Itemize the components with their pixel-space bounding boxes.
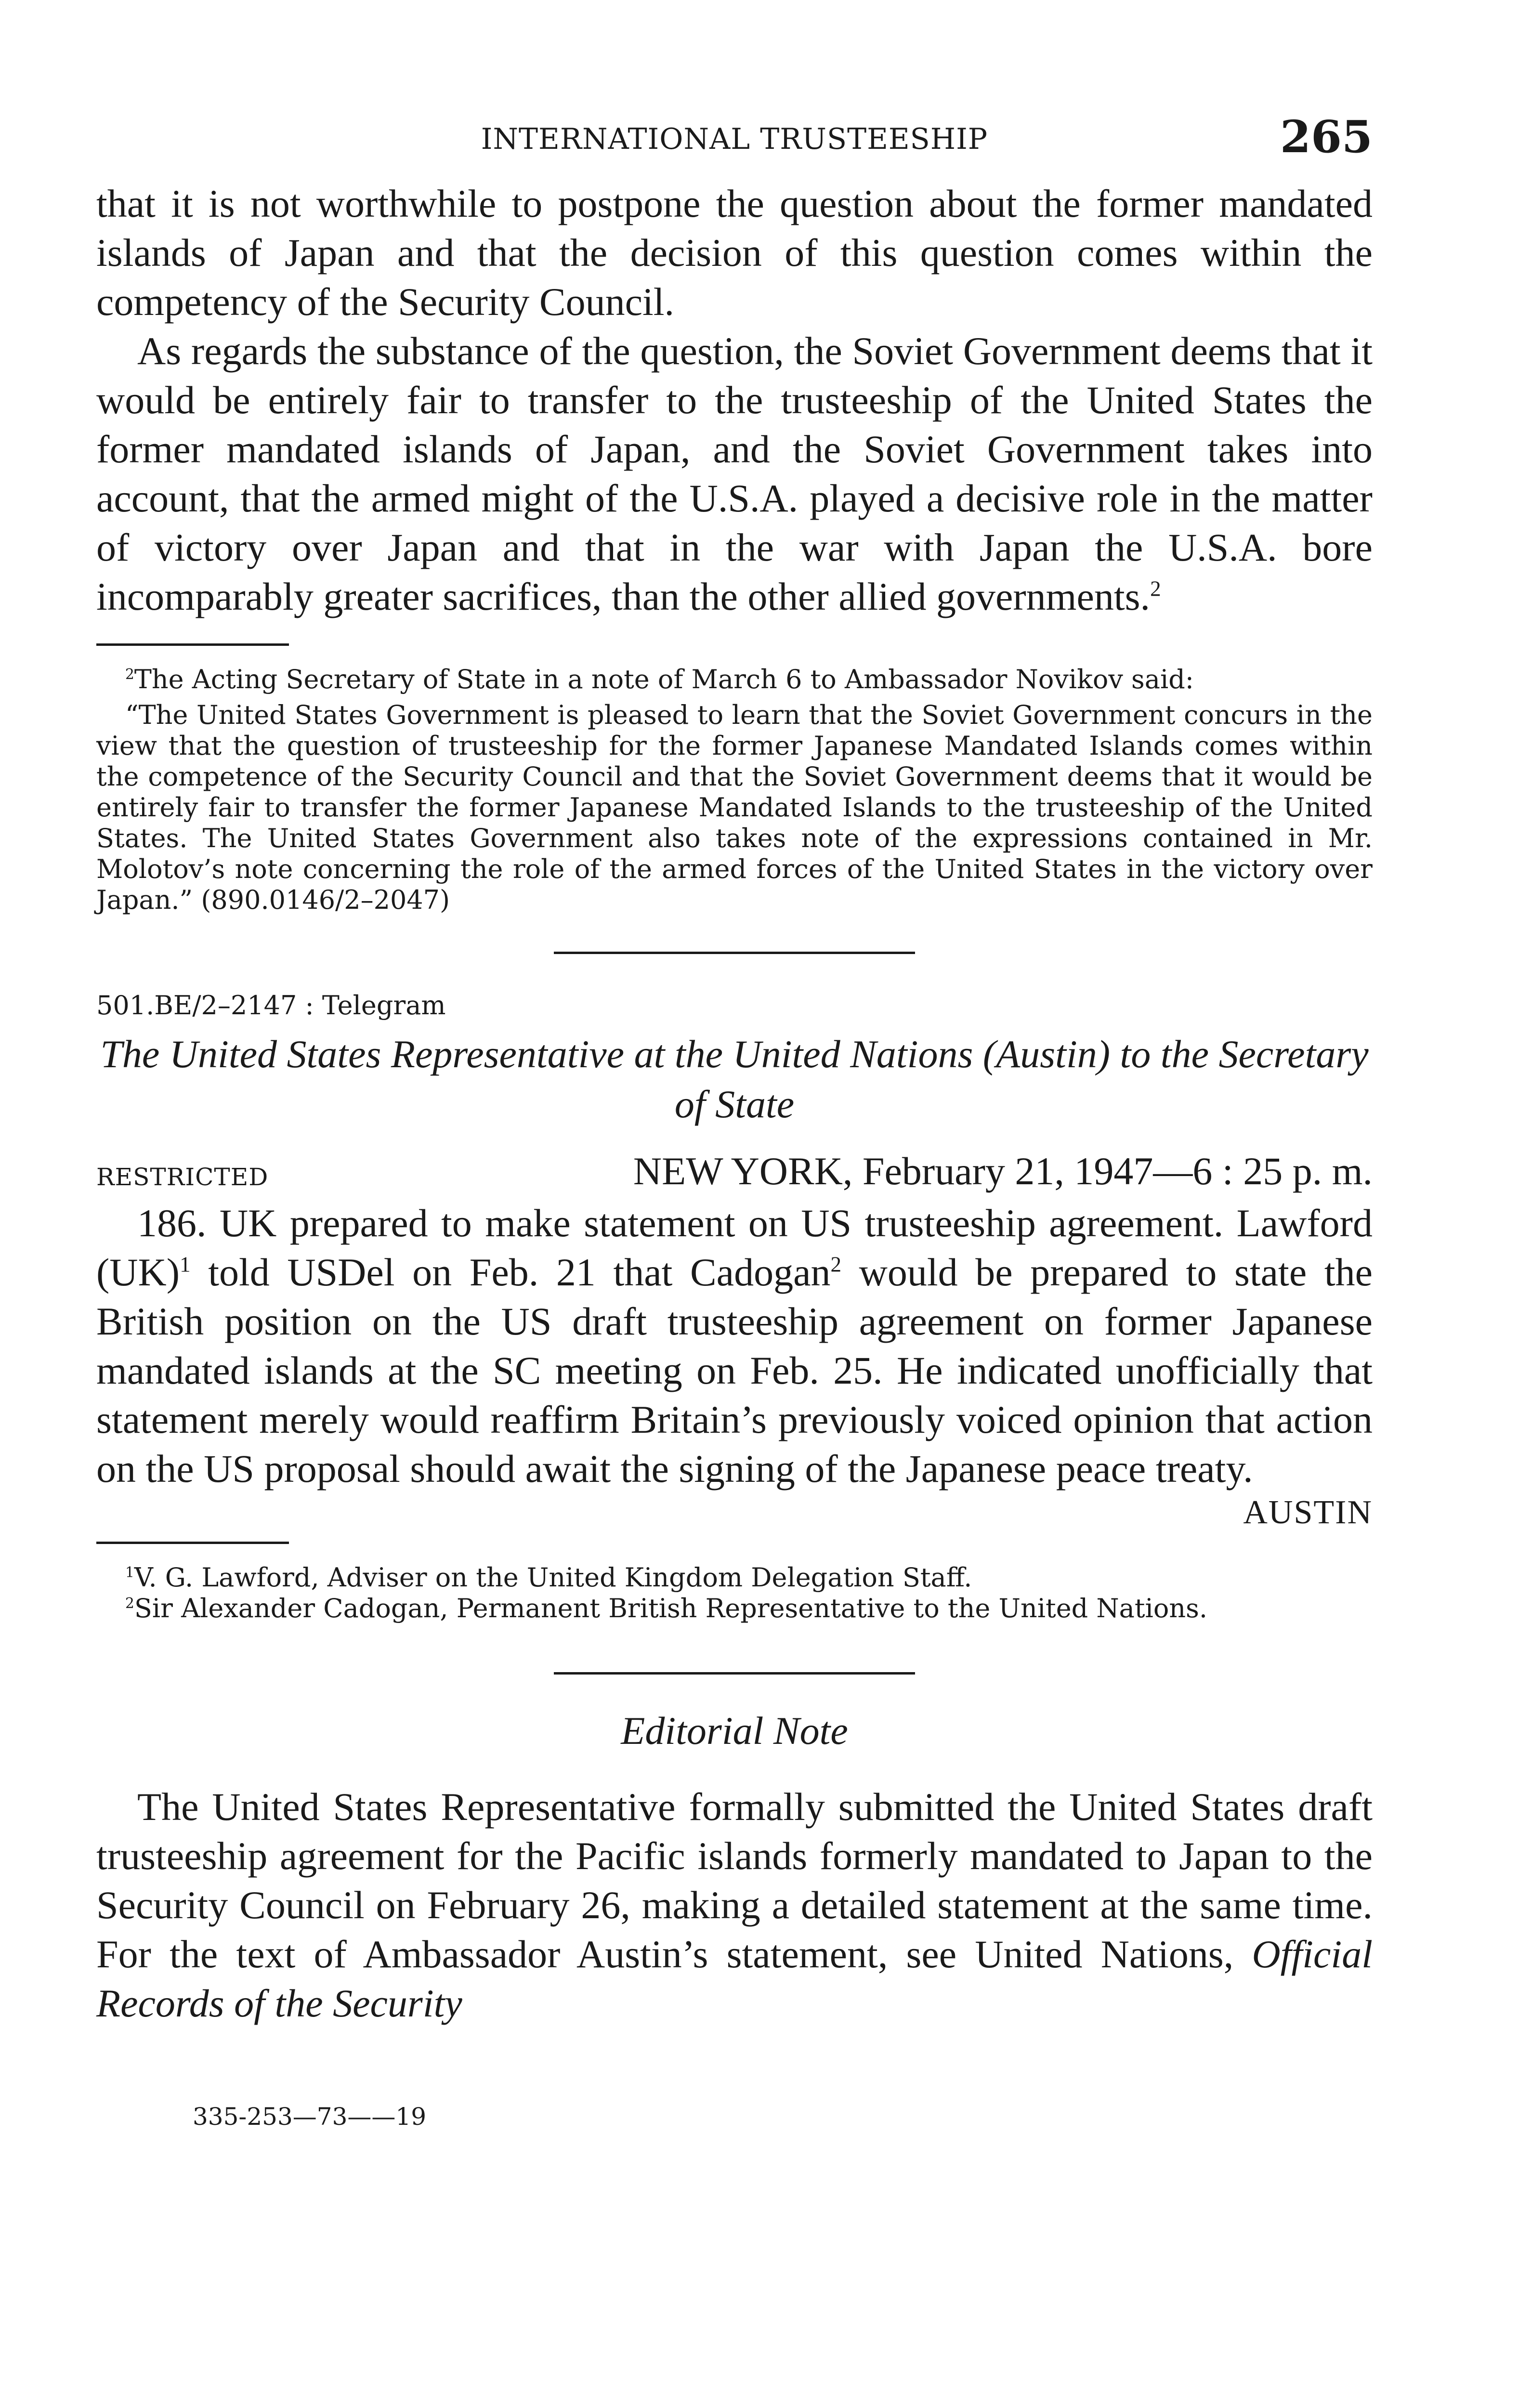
- footnote-ref-2: 2: [830, 1252, 842, 1277]
- footnote-text: V. G. Lawford, Adviser on the United Kingdom Delegation Staff.: [134, 1562, 972, 1593]
- footnote-2-intro-text: The Acting Secretary of State in a note of March 6 to Ambassador Novikov said:: [134, 664, 1194, 694]
- telegram-footnotes: [96, 1562, 1373, 1624]
- section-separator: [554, 952, 915, 954]
- telegram-text-3: would be prepared to state the British position on the US draft trusteeship agreement on former Japanese mandated islands at the SC meeting on Feb. 25. He indicated unofficially that statement merely would reaffirm Britain’s previously voiced opinion that action on the US proposal should await the signing of the Japanese peace treaty.: [96, 1250, 1373, 1491]
- page: [96, 111, 1373, 2408]
- footnote-2-marker: 2: [125, 666, 134, 683]
- signature: AUSTIN: [1243, 1494, 1373, 1531]
- continued-paragraph: that it is not worthwhile to postpone the question about the former mandated islands of Japan and that the decision of this question comes within the competency of the Security Council.: [96, 182, 1373, 324]
- soviet-position-paragraph: [96, 327, 1373, 621]
- soviet-position-text: As regards the substance of the question, the Soviet Government deems that it would be entirely fair to transfer to the trusteeship of the United States the former mandated islands of Japan, and the Soviet Government takes into account, that the armed might of the U.S.A. played a decisive role in the matter of victory over Japan and that in the war with Japan the U.S.A. bore incomparably greater sacrifices, than the other allied governments.: [96, 329, 1373, 618]
- dateline-row: [96, 1149, 1373, 1199]
- dateline: NEW YORK, February 21, 1947—6 : 25 p. m.: [633, 1149, 1373, 1193]
- editorial-note-text-1: The United States Representative formally submitted the United States draft trusteeship agreement for the Pacific islands formerly mandated to Japan to the Security Council on February 26, making a detailed statement at the same time. For the text of Ambassador Austin’s statement, see United Nations,: [96, 1785, 1373, 1976]
- classification: RESTRICTED: [96, 1163, 269, 1191]
- footnote-text: Sir Alexander Cadogan, Permanent British Representative to the United Nations.: [134, 1593, 1207, 1623]
- file-reference: 501.BE/2–2147 : Telegram: [96, 990, 446, 1021]
- footnote-marker: 2: [125, 1595, 134, 1612]
- editorial-note-text: [96, 1782, 1373, 2028]
- telegram-text-1: 186. UK prepared to make statement on US trusteeship agreement. Lawford (UK): [96, 1201, 1373, 1294]
- document-title: The United States Representative at the United Nations (Austin) to the Secretary of State: [100, 1032, 1369, 1126]
- footnote-marker: 1: [125, 1564, 134, 1581]
- telegram-footnote: [96, 1562, 1373, 1593]
- editorial-note-citation: Official Records of the Security: [96, 1932, 1373, 2025]
- page-number: 265: [1280, 111, 1373, 163]
- footnote-rule: [96, 1542, 289, 1544]
- running-title: INTERNATIONAL TRUSTEESHIP: [481, 122, 988, 156]
- editorial-note-title: Editorial Note: [621, 1709, 848, 1753]
- footnote-marker: 2: [1150, 576, 1161, 601]
- running-head: [96, 111, 1373, 173]
- section-separator: [554, 1672, 915, 1675]
- footnote-2-intro: [96, 664, 1373, 695]
- telegram-body: [96, 1199, 1373, 1493]
- footnote-ref-1: 1: [180, 1252, 191, 1277]
- footnote-block: [96, 664, 1373, 916]
- footnote-2-quote: “The United States Government is pleased to learn that the Soviet Government concurs in the view that the question of trusteeship for the former Japanese Mandated Islands comes within the competence of the Security Council and that the Soviet Government deems that it would be entirely fair to transfer the former Japanese Mandated Islands to the trusteeship of the United States. The United States Government also takes note of the expressions contained in Mr. Molotov’s note concerning the role of the armed forces of the United States in the victory over Japan.” (890.0146/2–2047): [96, 700, 1373, 915]
- print-code: 335-253—73——19: [193, 2103, 427, 2131]
- telegram-footnote: [96, 1593, 1373, 1624]
- footnote-rule: [96, 643, 289, 646]
- telegram-text-2: told USDel on Feb. 21 that Cadogan: [190, 1250, 831, 1294]
